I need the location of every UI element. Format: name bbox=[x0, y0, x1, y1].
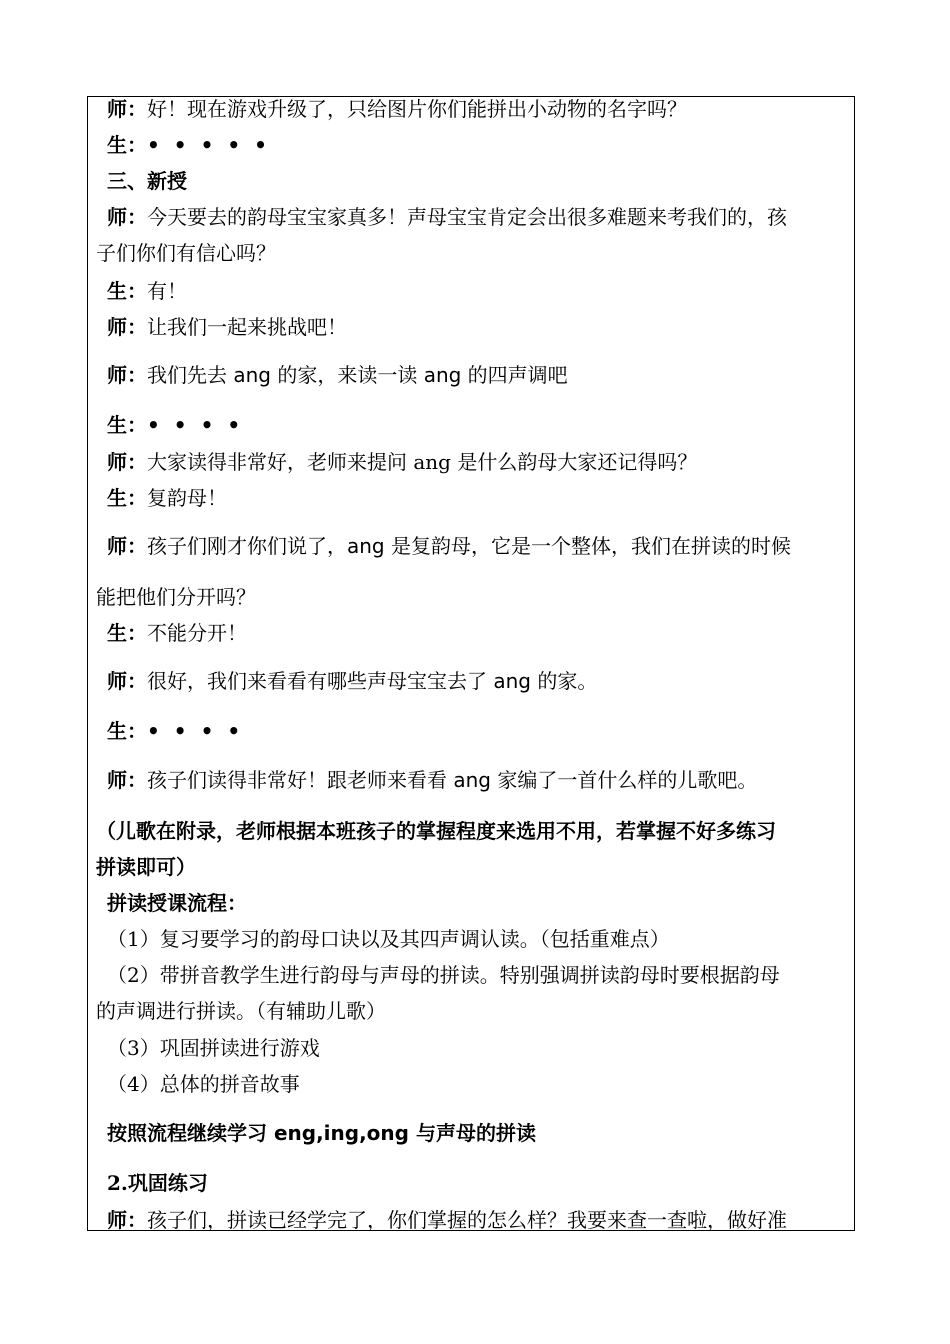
speaker-label: 师： bbox=[107, 1208, 147, 1232]
section-heading: 三、新授 bbox=[107, 169, 187, 193]
speaker-label: 师： bbox=[107, 315, 147, 339]
section-heading: 按照流程继续学习 eng,ing,ong 与声母的拼读 bbox=[107, 1121, 536, 1145]
text-line: 师：孩子们读得非常好！跟老师来看看 ang 家编了一首什么样的儿歌吧。 bbox=[107, 768, 758, 792]
text-line: 生：不能分开！ bbox=[107, 621, 247, 645]
speaker-label: 师： bbox=[107, 97, 147, 121]
note-line: （儿歌在附录，老师根据本班孩子的掌握程度来选用不用，若掌握不好多练习 bbox=[96, 819, 776, 843]
text-line: 生：•••• bbox=[107, 719, 255, 743]
text-line: 师：孩子们刚才你们说了，ang 是复韵母，它是一个整体，我们在拼读的时候 bbox=[107, 534, 791, 558]
text-line: 生：复韵母！ bbox=[107, 486, 227, 510]
text-line: 子们你们有信心吗？ bbox=[96, 241, 276, 265]
section-heading: 2.巩固练习 bbox=[107, 1171, 208, 1195]
speaker-label: 师： bbox=[107, 534, 147, 558]
section-heading: 拼读授课流程： bbox=[107, 891, 247, 915]
list-item: （4）总体的拼音故事 bbox=[107, 1072, 300, 1096]
text-line: 师：让我们一起来挑战吧！ bbox=[107, 315, 347, 339]
speaker-label: 生： bbox=[107, 133, 147, 157]
speaker-label: 师： bbox=[107, 363, 147, 387]
text-line: 师：很好，我们来看看有哪些声母宝宝去了 ang 的家。 bbox=[107, 669, 598, 693]
speaker-label: 生： bbox=[107, 279, 147, 303]
list-item: （2）带拼音教学生进行韵母与声母的拼读。特别强调拼读韵母时要根据韵母 bbox=[107, 963, 780, 987]
text-line: 能把他们分开吗？ bbox=[96, 585, 256, 609]
speaker-label: 师： bbox=[107, 669, 147, 693]
text-line: 师：我们先去 ang 的家，来读一读 ang 的四声调吧 bbox=[107, 363, 568, 387]
text-line: 师：好！现在游戏升级了，只给图片你们能拼出小动物的名字吗？ bbox=[107, 97, 687, 121]
list-item: 的声调进行拼读。（有辅助儿歌） bbox=[96, 999, 386, 1023]
speaker-label: 生： bbox=[107, 719, 147, 743]
list-item: （1）复习要学习的韵母口诀以及其四声调认读。（包括重难点） bbox=[107, 927, 670, 951]
speaker-label: 生： bbox=[107, 413, 147, 437]
text-line: 师：孩子们，拼读已经学完了，你们掌握的怎么样？我要来查一查啦，做好准 bbox=[107, 1208, 787, 1232]
text-line: 生：有！ bbox=[107, 279, 187, 303]
note-line: 拼读即可） bbox=[96, 855, 196, 879]
list-item: （3）巩固拼读进行游戏 bbox=[107, 1036, 320, 1060]
speaker-label: 生： bbox=[107, 486, 147, 510]
speaker-label: 师： bbox=[107, 768, 147, 792]
speaker-label: 生： bbox=[107, 621, 147, 645]
text-line: 师：大家读得非常好，老师来提问 ang 是什么韵母大家还记得吗？ bbox=[107, 450, 698, 474]
text-line: 生：••••• bbox=[107, 133, 281, 157]
speaker-label: 师： bbox=[107, 450, 147, 474]
text-line: 生：•••• bbox=[107, 413, 255, 437]
text-line: 师：今天要去的韵母宝宝家真多！声母宝宝肯定会出很多难题来考我们的，孩 bbox=[107, 205, 787, 229]
speaker-label: 师： bbox=[107, 205, 147, 229]
